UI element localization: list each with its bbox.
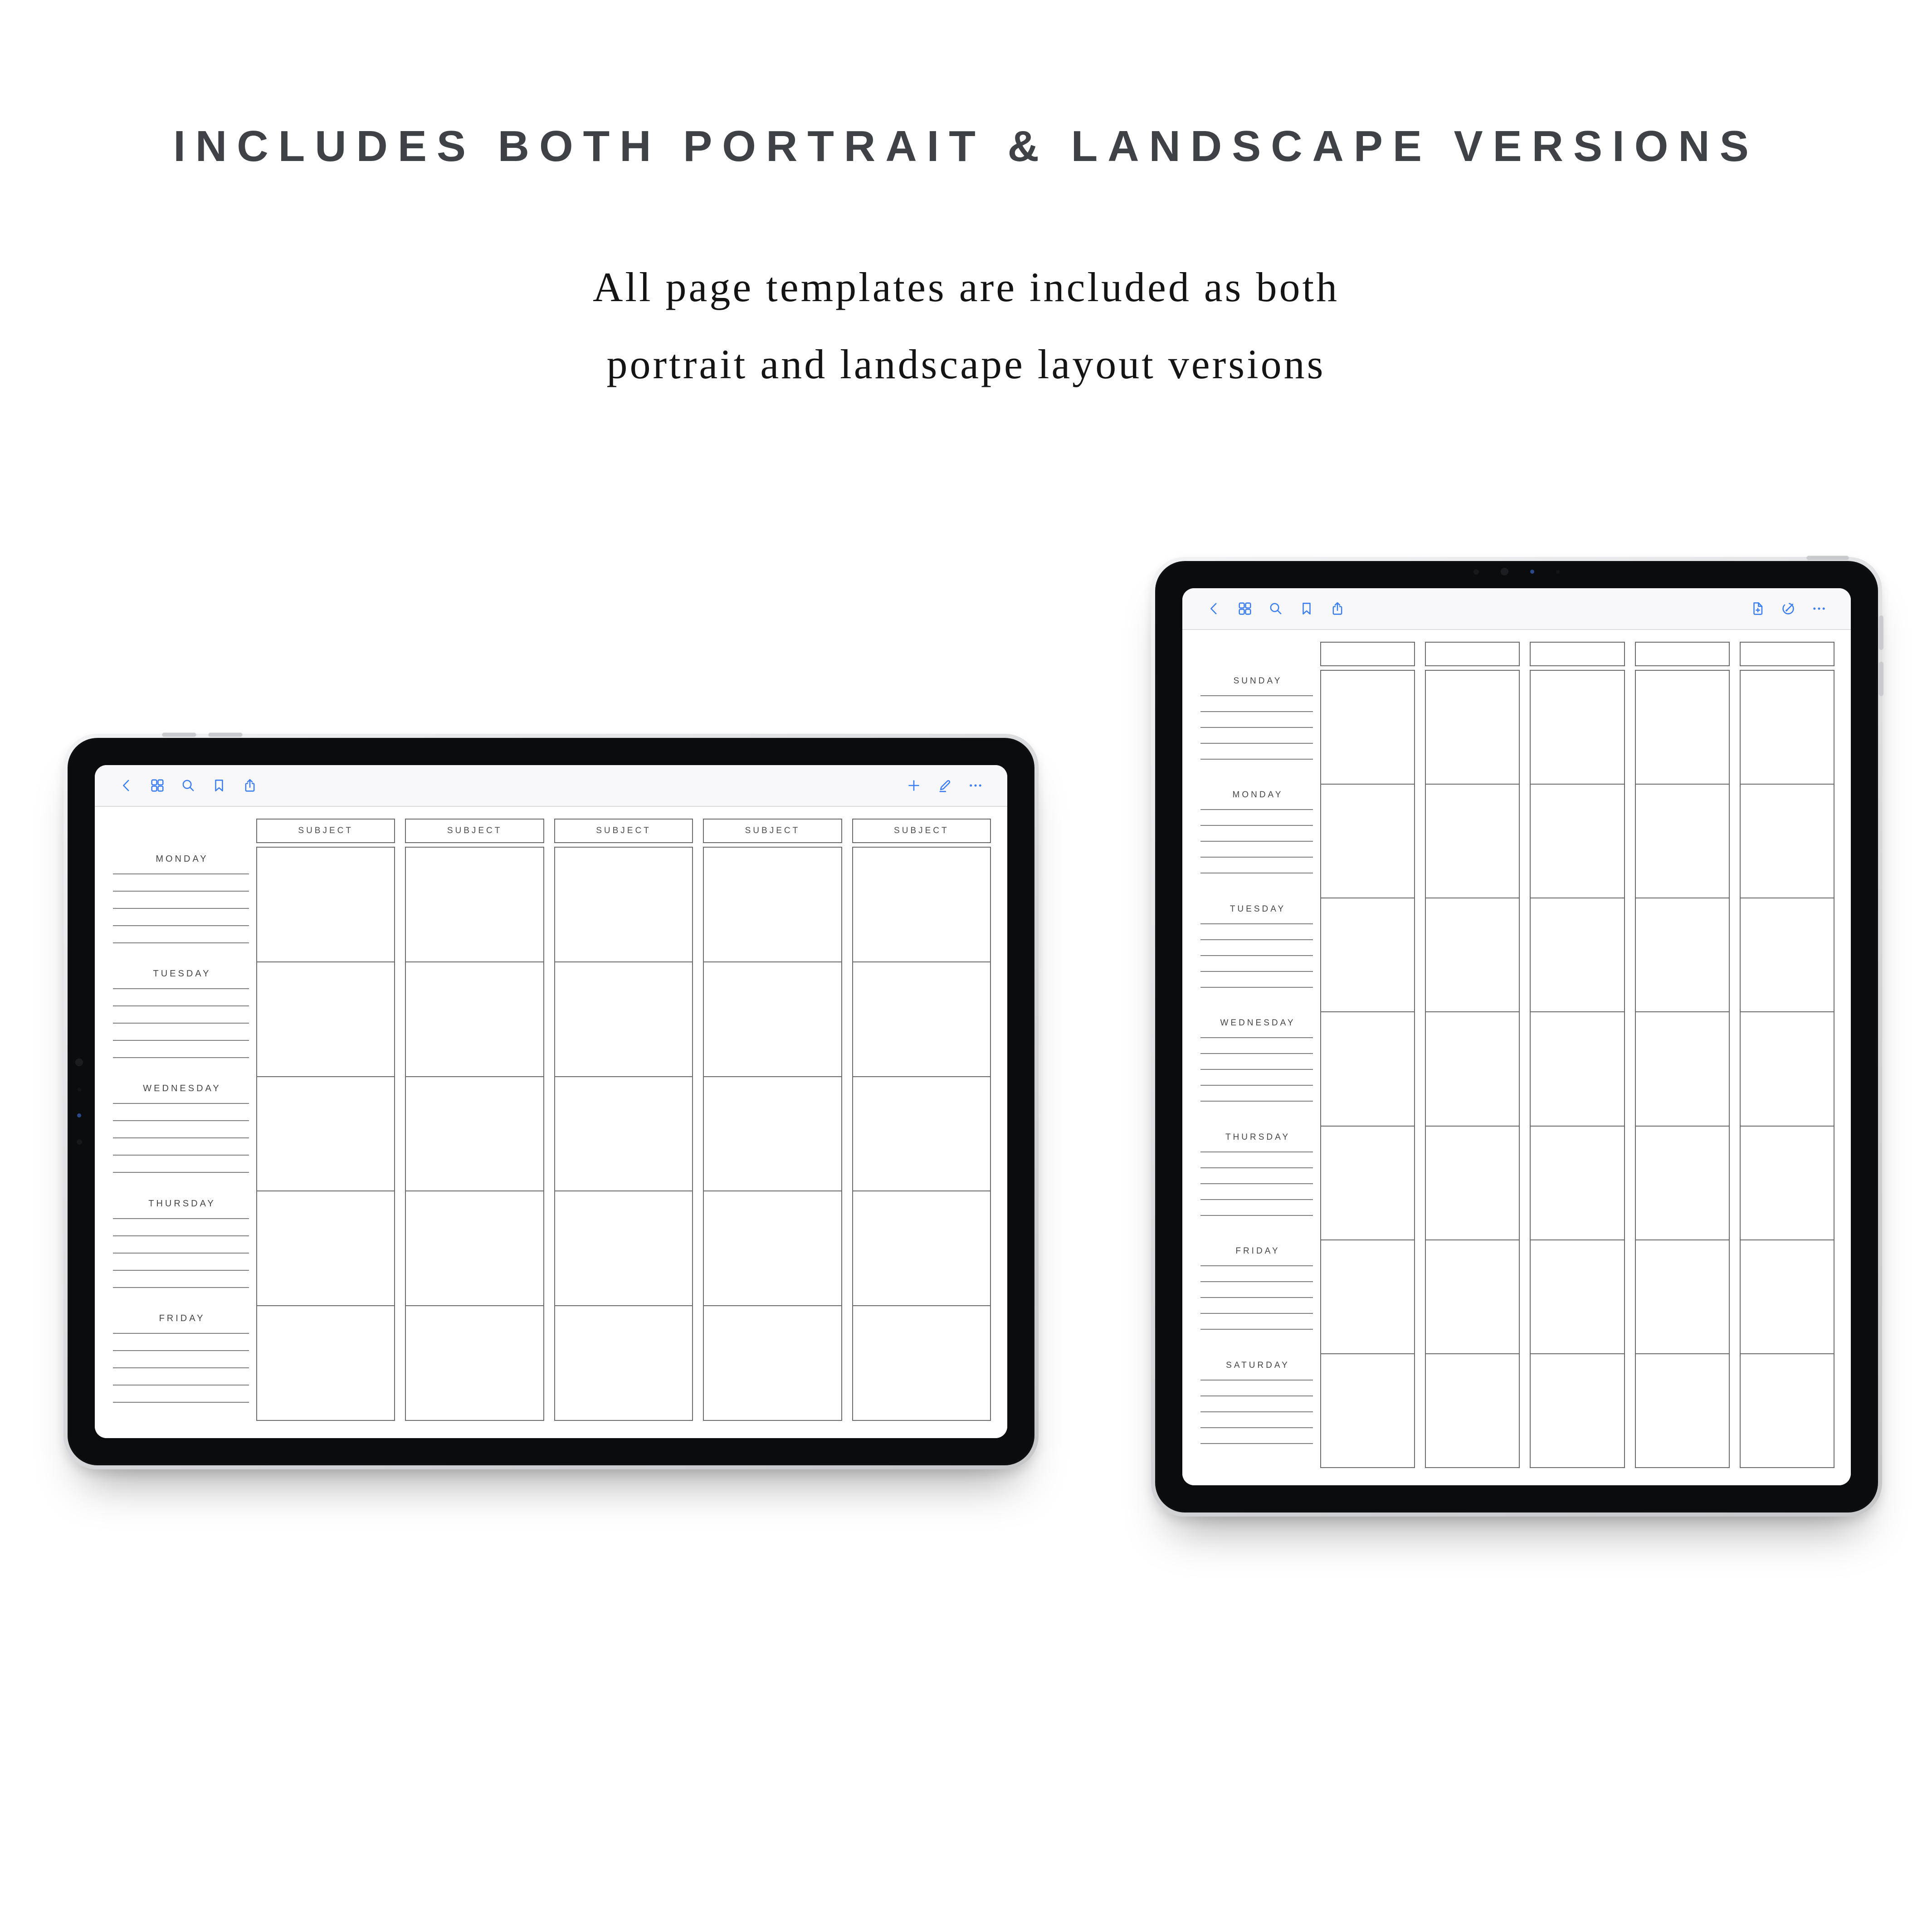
rule-line	[1200, 1085, 1313, 1086]
grid-cell	[555, 848, 692, 961]
grid-cell	[257, 1190, 394, 1305]
day-block	[113, 847, 249, 961]
ruled-lines	[1200, 1037, 1313, 1117]
day-label: SUNDAY	[1233, 676, 1283, 686]
grid-cell	[1321, 1239, 1414, 1353]
day-sidebar	[113, 819, 249, 1421]
ruled-lines	[1200, 809, 1313, 888]
camera-lens-icon	[75, 1059, 83, 1066]
subject-column	[405, 819, 544, 1421]
grid-cell	[853, 1190, 990, 1305]
grid-cell	[704, 1190, 841, 1305]
ipad-bezel	[68, 738, 1034, 1465]
grid-cell	[1636, 1126, 1729, 1239]
grid-cell	[704, 1305, 841, 1420]
grid-cell	[1426, 671, 1519, 784]
bookmark-icon[interactable]	[1298, 600, 1315, 617]
subtitle-line-1: All page templates are included as both	[592, 264, 1340, 310]
grid-cell	[257, 1305, 394, 1420]
subject-column	[703, 819, 842, 1421]
grid-cell	[1636, 1353, 1729, 1467]
rule-line	[1200, 1183, 1313, 1184]
rule-line	[113, 988, 249, 989]
front-camera	[75, 1059, 83, 1145]
rule-line	[1200, 841, 1313, 842]
rule-line	[113, 1287, 249, 1288]
rule-line	[113, 891, 249, 892]
rule-line	[113, 1023, 249, 1024]
grid-cell	[1426, 1239, 1519, 1353]
subject-column	[1530, 642, 1625, 1468]
grid-cell	[1636, 1239, 1729, 1353]
day-label: SATURDAY	[1226, 1360, 1290, 1370]
rule-line	[113, 1155, 249, 1156]
subject-column	[1635, 642, 1730, 1468]
day-block	[1200, 670, 1313, 784]
grid-cell	[853, 961, 990, 1076]
day-label: MONDAY	[1232, 790, 1283, 800]
day-label: WEDNESDAY	[1220, 1018, 1296, 1028]
grid-cell	[1531, 1239, 1624, 1353]
rule-line	[1200, 1380, 1313, 1381]
grid-cell	[406, 1076, 543, 1191]
subject-column-body	[852, 847, 991, 1421]
page-subtitle	[0, 249, 1932, 403]
rule-line	[1200, 971, 1313, 972]
subject-column-body	[554, 847, 693, 1421]
ipad-screen	[1182, 588, 1851, 1485]
rule-line	[1200, 1199, 1313, 1200]
grid-cell	[1426, 1126, 1519, 1239]
rule-line	[1200, 857, 1313, 858]
camera-indicator-icon	[77, 1113, 81, 1117]
rule-line	[1200, 987, 1313, 988]
grid-cell	[1741, 898, 1834, 1011]
rule-line	[113, 1120, 249, 1121]
ipad-portrait	[1151, 557, 1882, 1517]
more-ellipsis-icon[interactable]	[1811, 600, 1827, 617]
more-ellipsis-icon[interactable]	[967, 777, 984, 794]
day-block	[113, 1191, 249, 1306]
ruled-lines	[113, 1103, 249, 1189]
grid-cell	[555, 1190, 692, 1305]
day-label: TUESDAY	[1229, 904, 1286, 914]
day-sidebar	[1200, 642, 1313, 1468]
subject-column-body	[1740, 670, 1834, 1468]
rule-line	[113, 1103, 249, 1104]
grid-cell	[1741, 1126, 1834, 1239]
day-block	[1200, 1126, 1313, 1240]
camera-lens-icon	[1473, 569, 1479, 575]
ruled-lines	[1200, 1151, 1313, 1231]
grid-cell	[1426, 1011, 1519, 1125]
subject-column-body	[703, 847, 842, 1421]
camera-lens-icon	[77, 1139, 82, 1145]
rule-line	[1200, 1069, 1313, 1070]
rule-line	[1200, 711, 1313, 712]
grid-cell	[257, 961, 394, 1076]
subject-header	[1320, 642, 1415, 666]
subject-header	[1740, 642, 1834, 666]
grid-cell	[1636, 784, 1729, 898]
subject-column	[256, 819, 395, 1421]
grid-cell	[1426, 1353, 1519, 1467]
rule-line	[113, 1402, 249, 1403]
subject-column	[852, 819, 991, 1421]
rule-line	[1200, 1297, 1313, 1298]
subject-column-body	[1320, 670, 1415, 1468]
volume-button	[1879, 662, 1883, 696]
rule-line	[113, 1005, 249, 1006]
grid-cell	[1321, 1126, 1414, 1239]
grid-cell	[1741, 1239, 1834, 1353]
power-button	[1807, 556, 1849, 560]
grid-cell	[1636, 671, 1729, 784]
grid-cell	[1321, 1353, 1414, 1467]
rule-line	[1200, 1037, 1313, 1038]
rule-line	[1200, 1151, 1313, 1152]
subject-grid	[256, 819, 991, 1421]
toolbar-right-icons	[1749, 600, 1827, 617]
subject-header: SUBJECT	[256, 819, 395, 843]
subject-column	[1425, 642, 1520, 1468]
grid-cell	[1636, 898, 1729, 1011]
rule-line	[1200, 1053, 1313, 1054]
subject-column-body	[1635, 670, 1730, 1468]
subject-header: SUBJECT	[703, 819, 842, 843]
grid-cell	[704, 848, 841, 961]
page-grid-icon[interactable]	[1237, 600, 1253, 617]
rule-line	[1200, 1313, 1313, 1314]
rule-line	[1200, 1443, 1313, 1444]
weekly-planner-page[interactable]	[95, 807, 1007, 1438]
subject-column-body	[405, 847, 544, 1421]
toolbar-left-icons	[118, 777, 258, 794]
day-block	[113, 1076, 249, 1191]
camera-sensor-icon	[78, 1088, 81, 1092]
rule-line	[1200, 825, 1313, 826]
subject-header: SUBJECT	[554, 819, 693, 843]
toolbar-left-icons	[1206, 600, 1346, 617]
rule-line	[113, 925, 249, 926]
rule-line	[113, 1350, 249, 1351]
day-block	[1200, 1240, 1313, 1354]
rule-line	[1200, 1101, 1313, 1102]
subject-header: SUBJECT	[852, 819, 991, 843]
day-label: TUESDAY	[153, 969, 211, 979]
subject-header	[1635, 642, 1730, 666]
grid-cell	[704, 961, 841, 1076]
grid-cell	[1636, 1011, 1729, 1125]
rule-line	[1200, 939, 1313, 940]
day-label: FRIDAY	[1235, 1246, 1280, 1256]
share-icon[interactable]	[1329, 600, 1346, 617]
page-grid-icon[interactable]	[149, 777, 166, 794]
grid-cell	[853, 1076, 990, 1191]
edit-pen-icon[interactable]	[937, 777, 953, 794]
grid-cell	[1531, 784, 1624, 898]
share-icon[interactable]	[242, 777, 258, 794]
day-block	[1200, 898, 1313, 1012]
subject-header	[1530, 642, 1625, 666]
grid-cell	[555, 1076, 692, 1191]
page-title: INCLUDES BOTH PORTRAIT & LANDSCAPE VERSIONS	[173, 122, 1759, 171]
ruled-lines	[113, 988, 249, 1074]
weekly-planner-page[interactable]	[1182, 630, 1851, 1485]
rule-line	[113, 873, 249, 874]
grid-cell	[853, 848, 990, 961]
day-label: MONDAY	[156, 854, 209, 864]
subject-column-body	[1425, 670, 1520, 1468]
camera-indicator-icon	[1530, 570, 1534, 574]
toolbar	[1182, 588, 1851, 630]
rule-line	[113, 1235, 249, 1236]
rule-line	[1200, 727, 1313, 728]
subtitle-line-2: portrait and landscape layout versions	[606, 341, 1326, 387]
day-label: THURSDAY	[148, 1198, 216, 1209]
rule-line	[1200, 1215, 1313, 1216]
grid-cell	[1321, 784, 1414, 898]
rule-line	[1200, 1281, 1313, 1282]
subject-header	[1425, 642, 1520, 666]
grid-cell	[406, 961, 543, 1076]
front-camera	[1473, 568, 1560, 576]
grid-cell	[1426, 898, 1519, 1011]
rule-line	[1200, 1265, 1313, 1266]
bookmark-icon[interactable]	[211, 777, 227, 794]
grid-cell	[406, 1305, 543, 1420]
rule-line	[113, 1137, 249, 1138]
volume-button	[1879, 616, 1883, 649]
grid-cell	[1741, 671, 1834, 784]
grid-cell	[1741, 1011, 1834, 1125]
rule-line	[1200, 955, 1313, 956]
rule-line	[113, 1367, 249, 1368]
rule-line	[1200, 923, 1313, 924]
grid-cell	[1531, 1126, 1624, 1239]
rule-line	[113, 1270, 249, 1271]
day-label: THURSDAY	[1225, 1132, 1291, 1142]
ruled-lines	[113, 1333, 249, 1419]
ruled-lines	[1200, 695, 1313, 775]
ruled-lines	[113, 1218, 249, 1304]
back-chevron-icon[interactable]	[1206, 600, 1222, 617]
rule-line	[1200, 1411, 1313, 1412]
compose-pen-circle-icon[interactable]	[1780, 600, 1796, 617]
subject-column	[1320, 642, 1415, 1468]
rule-line	[113, 908, 249, 909]
rule-line	[113, 1057, 249, 1058]
grid-cell	[406, 848, 543, 961]
rule-line	[1200, 759, 1313, 760]
rule-line	[113, 1385, 249, 1386]
rule-line	[1200, 695, 1313, 696]
subject-column-body	[256, 847, 395, 1421]
grid-cell	[257, 1076, 394, 1191]
camera-sensor-icon	[1556, 570, 1560, 574]
ruled-lines	[1200, 923, 1313, 1003]
grid-cell	[1531, 671, 1624, 784]
toolbar	[95, 765, 1007, 807]
rule-line	[1200, 809, 1313, 810]
rule-line	[1200, 743, 1313, 744]
rule-line	[1200, 1167, 1313, 1168]
rule-line	[113, 1172, 249, 1173]
grid-cell	[1321, 671, 1414, 784]
rule-line	[1200, 1329, 1313, 1330]
grid-cell	[1531, 898, 1624, 1011]
rule-line	[113, 942, 249, 943]
day-block	[1200, 1354, 1313, 1468]
day-block	[113, 1306, 249, 1421]
plus-icon[interactable]	[906, 777, 922, 794]
grid-cell	[1531, 1353, 1624, 1467]
rule-line	[113, 1253, 249, 1254]
subject-column	[554, 819, 693, 1421]
subject-column-body	[1530, 670, 1625, 1468]
search-icon[interactable]	[1268, 600, 1284, 617]
camera-lens-icon	[1501, 568, 1508, 576]
add-page-doc-icon[interactable]	[1749, 600, 1766, 617]
rule-line	[113, 1218, 249, 1219]
grid-cell	[704, 1076, 841, 1191]
ipad-screen	[95, 765, 1007, 1438]
subject-header: SUBJECT	[405, 819, 544, 843]
ruled-lines	[1200, 1265, 1313, 1345]
day-block	[1200, 1012, 1313, 1126]
grid-cell	[1426, 784, 1519, 898]
grid-cell	[1741, 1353, 1834, 1467]
grid-cell	[1321, 898, 1414, 1011]
grid-cell	[1741, 784, 1834, 898]
ipad-bezel	[1155, 561, 1878, 1512]
volume-button	[162, 733, 196, 737]
day-label: WEDNESDAY	[143, 1083, 221, 1094]
rule-line	[1200, 1395, 1313, 1396]
grid-cell	[1531, 1011, 1624, 1125]
day-block	[113, 961, 249, 1076]
back-chevron-icon[interactable]	[118, 777, 135, 794]
volume-button	[209, 733, 242, 737]
subject-grid	[1320, 642, 1834, 1468]
day-label: FRIDAY	[159, 1313, 205, 1323]
subject-column	[1740, 642, 1834, 1468]
rule-line	[113, 1040, 249, 1041]
grid-cell	[406, 1190, 543, 1305]
grid-cell	[555, 961, 692, 1076]
day-block	[1200, 784, 1313, 898]
grid-cell	[257, 848, 394, 961]
ruled-lines	[113, 873, 249, 960]
ipad-landscape	[63, 734, 1039, 1469]
ruled-lines	[1200, 1380, 1313, 1459]
search-icon[interactable]	[180, 777, 196, 794]
rule-line	[1200, 1427, 1313, 1428]
grid-cell	[555, 1305, 692, 1420]
grid-cell	[853, 1305, 990, 1420]
toolbar-right-icons	[906, 777, 984, 794]
rule-line	[113, 1333, 249, 1334]
grid-cell	[1321, 1011, 1414, 1125]
